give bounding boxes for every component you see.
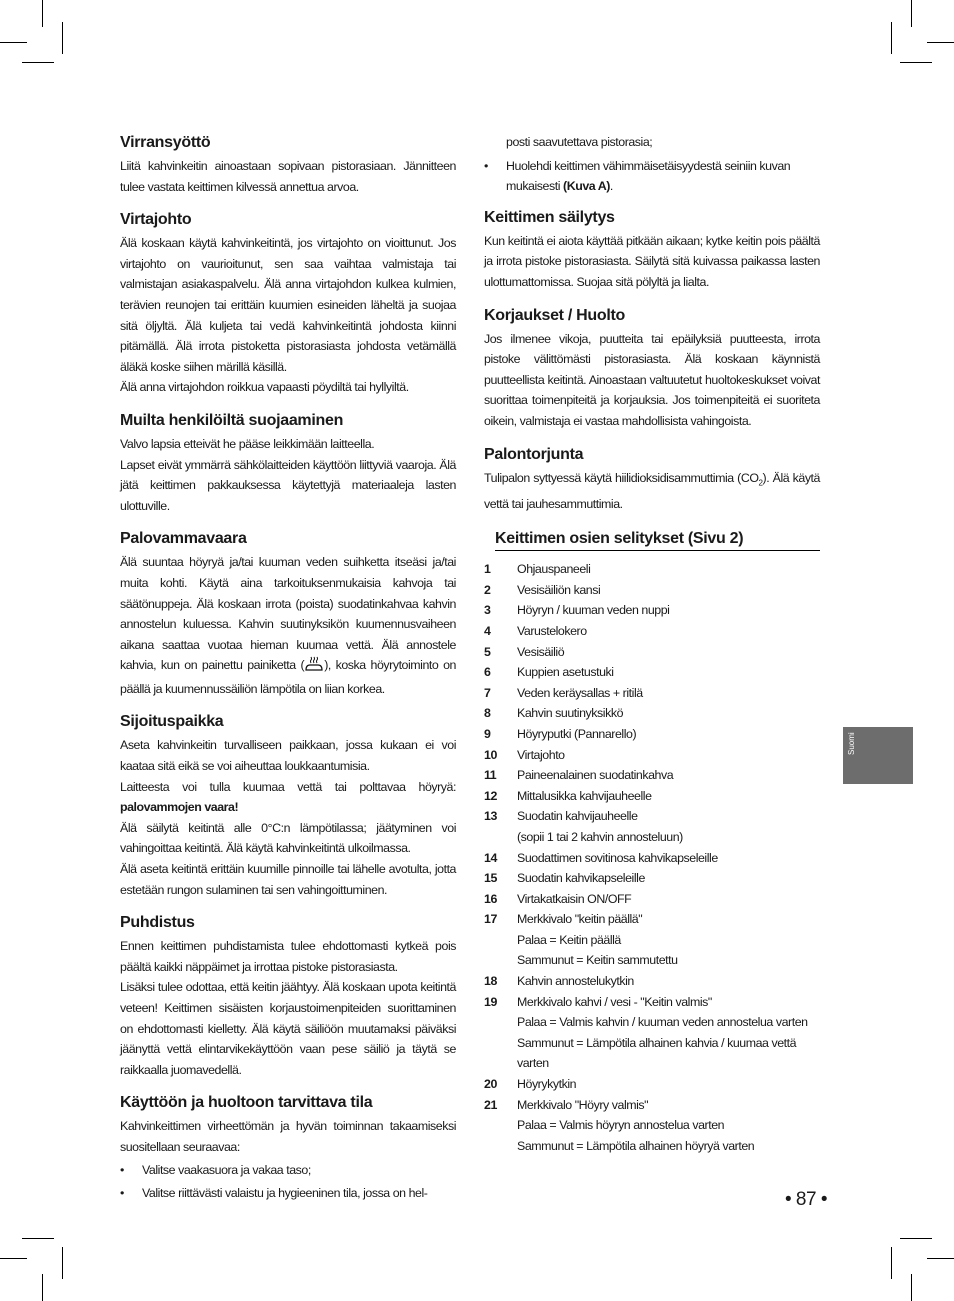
section-text: Liitä kahvinkeitin ainoastaan sopivaan pistorasiaan. Jännitteen tulee vastata keittimen kilvessä annettua arvoa. — [120, 159, 456, 194]
part-number: 14 — [484, 850, 497, 865]
list-item-text: . — [609, 179, 613, 194]
part-description-line: Höyrykytkin — [517, 1077, 577, 1092]
language-tab — [843, 727, 913, 784]
section-title: Korjaukset / Huolto — [484, 306, 625, 324]
part-description-line: Palaa = Valmis kahvin / kuuman veden annostelua varten — [517, 1015, 808, 1030]
part-number: 6 — [484, 665, 491, 680]
part-description — [517, 662, 820, 683]
part-description-line: (sopii 1 tai 2 kahvin annosteluun) — [517, 829, 683, 844]
left-column — [120, 132, 456, 1216]
part-description — [517, 971, 820, 992]
part-description-line: Höyryn / kuuman veden nuppi — [517, 603, 670, 618]
part-description — [517, 889, 820, 910]
parts-list-item — [484, 724, 820, 745]
part-number: 21 — [484, 1097, 497, 1112]
section-text: Älä säilytä keitintä alle 0°C:n lämpötilassa; jäätyminen voi vahingoittaa keitintä. Älä käytä kahvinkeitintä ulkoilmassa. — [120, 820, 456, 856]
parts-list-item — [484, 1095, 820, 1157]
part-number: 20 — [484, 1077, 497, 1092]
text-part: Laitteesta voi tulla kuumaa vettä tai polttavaa höyryä: — [120, 779, 456, 794]
part-description-line: Merkkivalo "keitin päällä" — [517, 912, 643, 927]
page-number: • 87 • — [785, 1189, 827, 1210]
part-description — [517, 909, 820, 971]
section-title: Palovammavaara — [120, 530, 247, 548]
part-description-line: Virtakatkaisin ON/OFF — [517, 891, 632, 906]
part-description-line: Sammunut = Keitin sammutettu — [517, 953, 678, 968]
parts-list-item — [484, 848, 820, 869]
part-number: 18 — [484, 974, 497, 989]
section-title: Virransyöttö — [120, 134, 211, 151]
subscript: 2 — [758, 478, 763, 487]
parts-list-item — [484, 786, 820, 807]
text-part: Tulipalon syttyessä käytä hiilidioksidisammuttimia (CO — [484, 470, 759, 485]
part-number: 4 — [484, 623, 491, 638]
part-description-line: Kuppien asetustuki — [517, 665, 614, 680]
part-description — [517, 683, 820, 704]
part-description-line: Merkkivalo kahvi / vesi - "Keitin valmis" — [517, 994, 712, 1009]
warning-text — [120, 777, 456, 818]
part-description-line: Palaa = Keitin päällä — [517, 932, 621, 947]
section-title: Sijoituspaikka — [120, 713, 224, 731]
part-number: 2 — [484, 582, 491, 597]
section-text — [484, 468, 820, 515]
section-text: Älä anna virtajohdon roikkua vapaasti pöydiltä tai hyllyiltä. — [120, 380, 409, 395]
bullet-list — [484, 132, 820, 197]
parts-title: Keittimen osien selitykset (Sivu 2) — [495, 528, 820, 551]
part-number: 7 — [484, 685, 491, 700]
text-part: ). Älä käytä vettä tai jauhesammuttimia. — [484, 470, 820, 511]
bullet-icon: • — [484, 158, 488, 173]
part-number: 3 — [484, 603, 491, 618]
part-description-line: Sammunut = Lämpötila alhainen höyryä varten — [517, 1138, 755, 1153]
section-korjaukset — [484, 305, 820, 432]
section-virransyotto — [120, 132, 456, 197]
language-tab-label: Suomi — [847, 732, 856, 755]
part-number: 5 — [484, 644, 491, 659]
parts-list-item — [484, 765, 820, 786]
part-description-line: Merkkivalo "Höyry valmis" — [517, 1097, 649, 1112]
section-palontorjunta — [484, 444, 820, 515]
section-suojaaminen — [120, 410, 456, 516]
parts-list-item — [484, 1074, 820, 1095]
part-description-line: Suodattimen sovitinosa kahvikapseleille — [517, 850, 718, 865]
section-tila — [120, 1092, 456, 1203]
parts-list-item — [484, 559, 820, 580]
part-description-line: Höyryputki (Pannarello) — [517, 726, 637, 741]
part-number: 19 — [484, 994, 497, 1009]
part-description-line: Varustelokero — [517, 623, 587, 638]
part-description-line: Vesisäiliön kansi — [517, 582, 601, 597]
section-text: Älä koskaan käytä kahvinkeitintä, jos virtajohto on vioittunut. Jos virtajohto on vaurioitunut, sen saa vaihtaa valmistaja tai valmistajan asiakaspalvelu. Älä anna virtajohdon kulkea kulmien, terävien reunojen tai erittäin kuumien esineiden läheltä ja suojaa sitä öljyltä. Älä kuljeta tai vedä kahvinkeitintä johdosta kiinni pitämällä. Älä irrota pistoketta pistorasiasta johdosta vetämällä äläkä koske siihen märillä käsillä. — [120, 236, 456, 374]
bullet-icon: • — [120, 1162, 124, 1177]
text-part: ), koska höyrytoiminto on päällä ja kuumennussäiliön lämpötila on liian korkea. — [120, 658, 457, 696]
parts-list-item — [484, 642, 820, 663]
parts-list-item — [484, 683, 820, 704]
section-text — [120, 552, 456, 699]
part-description — [517, 600, 820, 621]
part-number: 17 — [484, 912, 497, 927]
section-puhdistus — [120, 912, 456, 1080]
parts-list-item — [484, 868, 820, 889]
part-description-line: Ohjauspaneeli — [517, 562, 591, 577]
part-description — [517, 580, 820, 601]
section-sijoituspaikka — [120, 711, 456, 900]
parts-list-item — [484, 745, 820, 766]
part-number: 9 — [484, 726, 491, 741]
section-text: Jos ilmenee vikoja, puutteita tai epäilyksiä puutteesta, irrota pistoke välittömästi pistorasiasta. Älä koskaan käynnistä puutteellista keitintä. Ainoastaan valtuutetut huoltokeskukset voivat suorittaa toimenpiteitä ja korjauksia. Jos toimenpiteitä ei suoriteta oikein, valmistaja ei vastaa mahdollisista vahingoista. — [484, 331, 820, 428]
part-description-line: Suodatin kahvijauheelle — [517, 809, 638, 824]
section-text: Kun keitintä ei aiota käyttää pitkään aikaan; kytke keitin pois päältä ja irrota pistoke pistorasiasta. Säilytä sitä kuivassa paikassa lasten ulottumattomissa. Suojaa sitä pölyltä ja lialta. — [484, 233, 820, 289]
part-description — [517, 765, 820, 786]
parts-list-item — [484, 703, 820, 724]
list-item-text: Valitse vaakasuora ja vakaa taso; — [142, 1162, 311, 1177]
part-description-line: Paineenalainen suodatinkahva — [517, 768, 674, 783]
part-description — [517, 868, 820, 889]
section-text: Valvo lapsia etteivät he pääse leikkimään laitteella. — [120, 436, 375, 451]
part-description — [517, 745, 820, 766]
section-text: Aseta kahvinkeitin turvalliseen paikkaan, jossa kukaan ei voi kaataa sitä eikä se voi aiheuttaa loukkaantumisia. — [120, 738, 456, 774]
section-title: Keittimen säilytys — [484, 208, 615, 226]
part-number: 12 — [484, 788, 497, 803]
parts-list-item — [484, 806, 820, 847]
part-description — [517, 1095, 820, 1157]
part-number: 15 — [484, 871, 497, 886]
section-title: Käyttöön ja huoltoon tarvittava tila — [120, 1094, 373, 1112]
part-description-line: Vesisäiliö — [517, 644, 565, 659]
part-description — [517, 621, 820, 642]
section-text: Ennen keittimen puhdistamista tulee ehdottomasti kytkeä pois päältä kaikki näppäimet ja irrottaa pistoke pistorasiasta. — [120, 939, 456, 974]
part-description-line: Kahvin annostelukytkin — [517, 974, 634, 989]
list-item-text: Valitse riittävästi valaistu ja hygieeninen tila, jossa on hel- — [142, 1186, 428, 1201]
section-title: Puhdistus — [120, 914, 195, 932]
part-description-line: Mittalusikka kahvijauheelle — [517, 788, 652, 803]
part-number: 16 — [484, 891, 497, 906]
part-description-line: Veden keräysallas + ritilä — [517, 685, 643, 700]
bullet-list — [120, 1160, 456, 1204]
figure-reference: (Kuva A) — [563, 179, 610, 194]
section-text: Lisäksi tulee odottaa, että keitin jäähtyy. Älä koskaan upota keitintä veteen! Keittimen sisäisten korjaustoimenpiteiden suorittaminen on ehdottomasti kielletty. Älä käytä säiliöön muutamaksi päiväksi jäänyttä vettä elintarvikekäyttöön vaan pese säiliö ja täytä se raikkaalla juomavedellä. — [120, 980, 456, 1077]
section-text: Kahvinkeittimen virheettömän ja hyvän toiminnan takaamiseksi suositellaan seuraavaa: — [120, 1119, 456, 1154]
parts-list-item — [484, 992, 820, 1074]
part-number: 13 — [484, 809, 497, 824]
part-description-line: Kahvin suutinyksikkö — [517, 706, 624, 721]
part-number: 11 — [484, 768, 497, 783]
list-item — [120, 1183, 456, 1204]
burn-warning: palovammojen vaara! — [120, 800, 239, 815]
section-text: Älä aseta keitintä erittäin kuumille pinnoille tai lähelle avotulta, jotta estetään rungon sulaminen tai sen vahingoittuminen. — [120, 862, 456, 897]
list-item-text: Huolehdi keittimen vähimmäisetäisyydestä seiniin kuvan mukaisesti — [506, 158, 791, 194]
section-sailytys — [484, 207, 820, 293]
parts-list-item — [484, 662, 820, 683]
parts-list-item — [484, 971, 820, 992]
parts-list — [484, 559, 820, 1156]
list-item-text: posti saavutettava pistorasia; — [506, 135, 653, 149]
part-description — [517, 992, 820, 1074]
part-description — [517, 642, 820, 663]
parts-list-item — [484, 600, 820, 621]
part-description-line: Sammunut = Lämpötila alhainen kahvia / kuumaa vettä varten — [517, 1035, 797, 1071]
section-virtajohto — [120, 209, 456, 398]
part-number: 8 — [484, 706, 491, 721]
part-description-line: Suodatin kahvikapseleille — [517, 871, 645, 886]
part-number: 10 — [484, 747, 497, 762]
list-item-continuation — [484, 132, 820, 153]
part-description — [517, 806, 820, 847]
section-text: Lapset eivät ymmärrä sähkölaitteiden käyttöön liittyviä vaaroja. Älä jätä keittimen pakkauksessa käytettyjä materiaaleja lasten ulottuville. — [120, 457, 456, 513]
part-description — [517, 703, 820, 724]
list-item — [120, 1160, 456, 1181]
section-palovammavaara — [120, 528, 456, 699]
part-description — [517, 786, 820, 807]
steam-icon — [304, 656, 324, 679]
part-description-line: Virtajohto — [517, 747, 565, 762]
section-title: Virtajohto — [120, 211, 192, 229]
text-part: Älä suuntaa höyryä ja/tai kuuman veden suihketta itseäsi ja/tai muita kohti. Käytä aina tarkoituksenmukaisia kahvoja tai säätönuppeja. Älä koskaan irrota (poista) suodatinkahvaa kahvin annostelun kuluessa. Kahvin suutinyksikön kuumennusvaiheen aikana saattaa vuotaa hieman kuumaa vettä. Älä annostele kahvia, kun on painettu painiketta ( — [120, 555, 456, 673]
parts-list-item — [484, 580, 820, 601]
parts-list-item — [484, 621, 820, 642]
parts-list-item — [484, 909, 820, 971]
part-description — [517, 848, 820, 869]
parts-list-item — [484, 889, 820, 910]
right-column — [484, 132, 820, 1156]
section-title: Muilta henkilöiltä suojaaminen — [120, 411, 344, 429]
part-description — [517, 1074, 820, 1095]
bullet-icon: • — [120, 1186, 124, 1201]
list-item — [484, 156, 820, 197]
part-number: 1 — [484, 562, 491, 577]
part-description-line: Palaa = Valmis höyryn annostelua varten — [517, 1118, 725, 1133]
part-description — [517, 724, 820, 745]
part-description — [517, 559, 820, 580]
section-title: Palontorjunta — [484, 445, 584, 463]
